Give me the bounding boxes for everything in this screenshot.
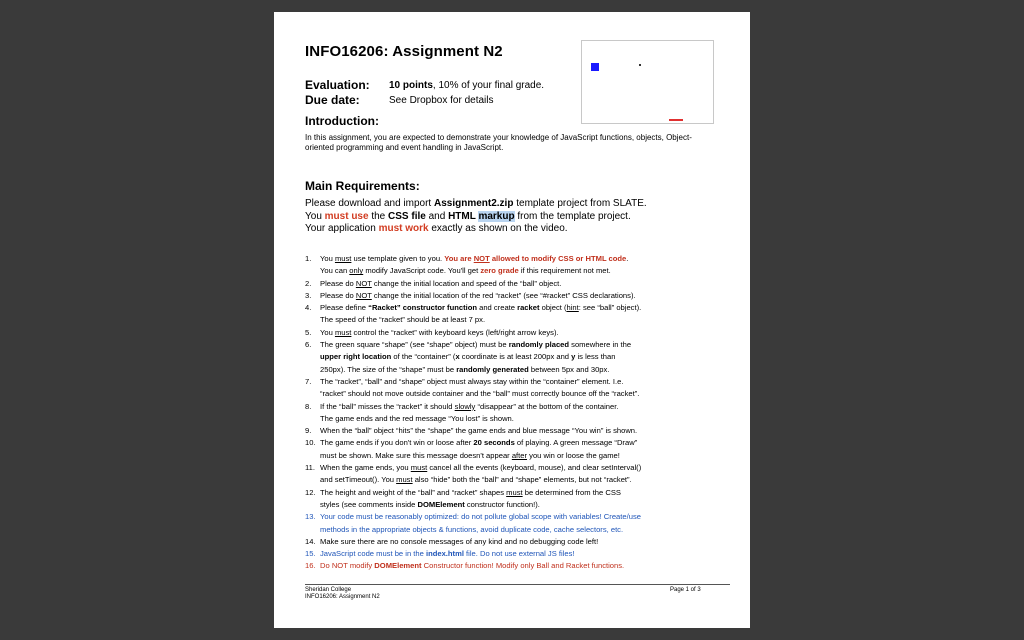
footer-left <box>305 587 380 601</box>
list-item: 14. Make sure there are no console messages of any kind and no debugging code left! <box>305 536 599 546</box>
footer-page-number: Page 1 of 3 <box>670 587 701 593</box>
list-item: styles (see comments inside DOMElement constructor function!). <box>320 499 540 509</box>
introduction-text: In this assignment, you are expected to demonstrate your knowledge of JavaScript functions, objects, Object-oriented programming and event handling in JavaScript. <box>305 133 692 152</box>
list-item: You can only modify JavaScript code. You'll get zero grade if this requirement not met. <box>320 266 611 276</box>
list-item: “racket” should not move outside container and the “ball” must correctly bounce off the “racket”. <box>320 389 640 399</box>
due-date-label: Due date: <box>305 93 360 107</box>
list-item: 7. The “racket”, “ball” and “shape” object must always stay within the “container” element. I.e. <box>305 376 624 386</box>
footer-college: Sheridan College <box>305 587 352 593</box>
document-title: INFO16206: Assignment N2 <box>305 43 503 60</box>
list-item: 13. Your code must be reasonably optimized: do not pollute global scope with variables! Create/use <box>305 512 641 522</box>
list-item: 5. You must control the “racket” with keyboard keys (left/right arrow keys). <box>305 327 559 337</box>
list-item: 11. When the game ends, you must cancel all the events (keyboard, mouse), and clear setInterval() <box>305 463 642 473</box>
list-item: 12. The height and weight of the “ball” and “racket” shapes must be determined from the CSS <box>305 487 621 497</box>
list-item: The speed of the “racket” should be at least 7 px. <box>320 315 486 325</box>
preview-ball <box>639 64 641 66</box>
list-item: 2. Please do NOT change the initial location and speed of the “ball” object. <box>305 278 562 288</box>
evaluation-value: 10 points, 10% of your final grade. <box>389 80 545 91</box>
preview-shape-square <box>591 63 599 71</box>
footer-course: INFO16206: Assignment N2 <box>305 594 380 600</box>
game-preview-image <box>581 40 714 124</box>
list-item: must be shown. Make sure this message doesn't appear after you win or loose the game! <box>320 450 620 460</box>
list-item: The game ends and the red message “You lost” is shown. <box>320 413 514 423</box>
list-item: upper right location of the “container” (x coordinate is at least 200px and y is less than <box>320 352 616 362</box>
list-item: and setTimeout(). You must also “hide” both the “ball” and “shape” elements, but not “racket”. <box>320 475 632 485</box>
evaluation-label: Evaluation: <box>305 78 370 92</box>
footer-divider <box>305 584 730 585</box>
document-page <box>274 12 750 628</box>
list-item: 3. Please do NOT change the initial location of the red “racket” (see “#racket” CSS declarations). <box>305 290 636 300</box>
list-item: 250px). The size of the “shape” must be randomly generated between 5px and 30px. <box>320 364 610 374</box>
list-item: 15. JavaScript code must be in the index.html file. Do not use external JS files! <box>305 549 575 559</box>
list-item: 8. If the “ball” misses the “racket” it should slowly “disappear” at the bottom of the container. <box>305 401 619 411</box>
main-line-3: Your application must work exactly as shown on the video. <box>305 223 568 234</box>
main-line-2: You must use the CSS file and HTML markup from the template project. <box>305 211 631 222</box>
preview-racket <box>669 119 683 121</box>
main-requirements-heading: Main Requirements: <box>305 179 420 193</box>
list-item: 10. The game ends if you don't win or loose after 20 seconds of playing. A green message “Draw” <box>305 438 638 448</box>
list-item: methods in the appropriate objects & functions, avoid duplicate code, cache selectors, etc. <box>320 524 624 534</box>
introduction-heading: Introduction: <box>305 114 379 128</box>
due-date-value: See Dropbox for details <box>389 95 494 106</box>
list-item: 4. Please define “Racket” constructor function and create racket object (hint: see “ball” object). <box>305 303 642 313</box>
list-item: 1. You must use template given to you. You are NOT allowed to modify CSS or HTML code. <box>305 254 629 263</box>
list-item: 16. Do NOT modify DOMElement Constructor function! Modify only Ball and Racket functions. <box>305 561 625 571</box>
main-line-1: Please download and import Assignment2.zip template project from SLATE. <box>305 198 647 209</box>
list-item: 6. The green square “shape” (see “shape” object) must be randomly placed somewhere in the <box>305 340 632 350</box>
requirements-list <box>305 253 735 573</box>
list-item: 9. When the “ball” object “hits” the “shape” the game ends and blue message “You win” is shown. <box>305 426 638 436</box>
